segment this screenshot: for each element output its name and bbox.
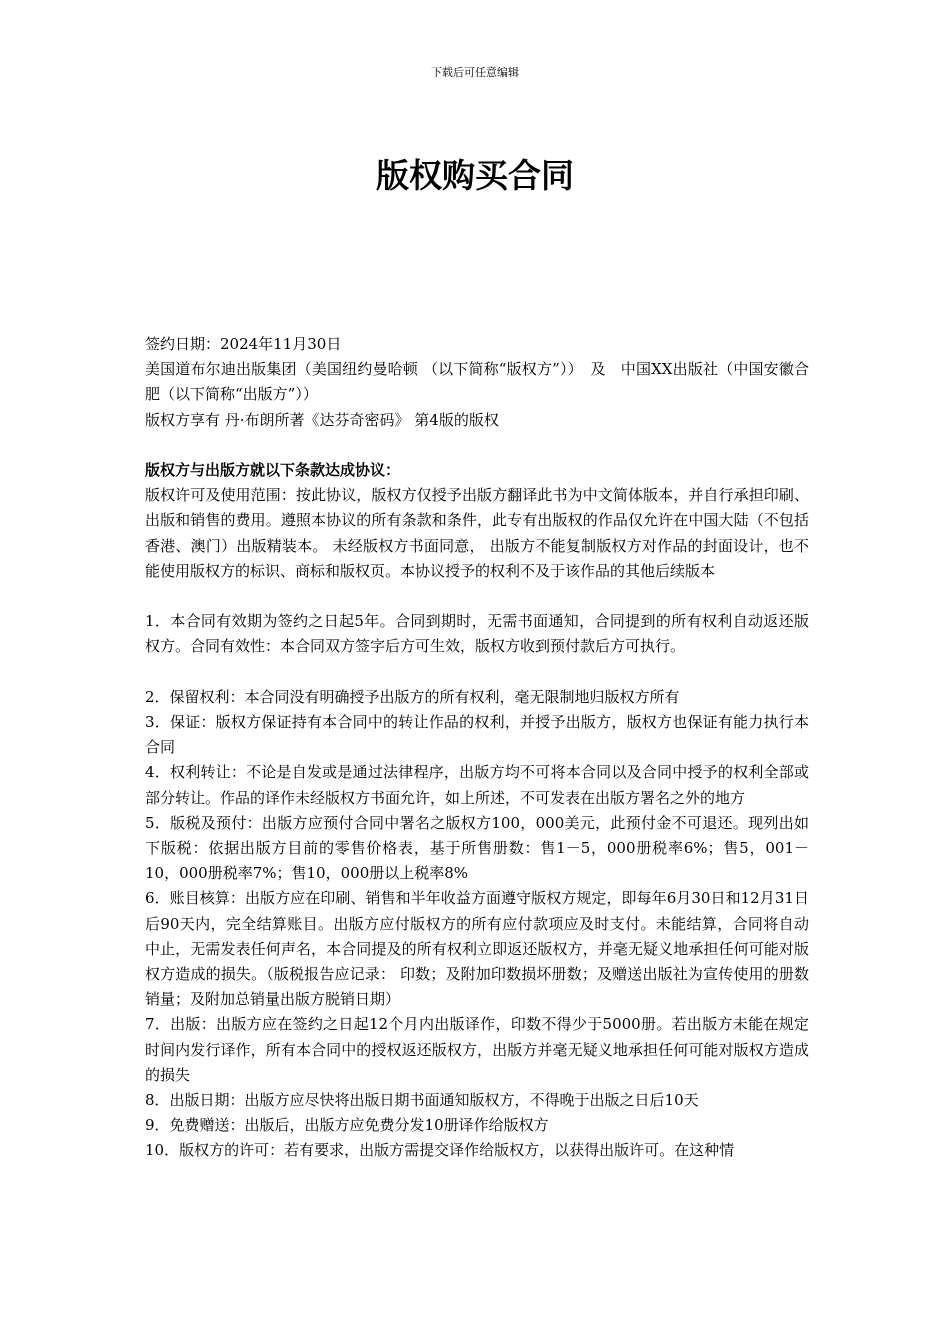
clause-term: 1．本合同有效期为签约之日起5年。合同到期时，无需书面通知，合同提到的所有权利自动返还版权方。合同有效性：本合同双方签字后方可生效，版权方收到预付款后方可执行。 [145,612,809,656]
contract-parties: 美国道布尔迪出版集团（美国纽约曼哈顿 （以下简称“版权方”）） 及 中国XX出版社（中国安徽合肥（以下简称“出版方”）） [145,360,809,404]
rights-statement: 版权方享有 丹·布朗所著《达芬奇密码》 第4版的版权 [145,410,499,429]
spacer [145,584,809,609]
agreement-heading: 版权方与出版方就以下条款达成协议： [145,461,401,479]
clause-assignment: 4．权利转让：不论是自发或是通过法律程序，出版方均不可将本合同以及合同中授予的权利全部或部分转让。作品的译作未经版权方书面允许，如上所述，不可发表在出版方署名之外的地方 [145,763,809,807]
document-title: 版权购买合同 [376,156,574,195]
clause-publication-date: 8．出版日期：出版方应尽快将出版日期书面通知版权方，不得晚于出版之日后10天 [145,1091,699,1110]
spacer [145,433,809,458]
clause-publication: 7．出版：出版方应在签约之日起12个月内出版译作，印数不得少于5000册。若出版方未能在规定时间内发行译作，所有本合同中的授权返还版权方，出版方并毫无疑义地承担任何可能对版权方造成的损失 [145,1015,809,1084]
clause-approval: 10．版权方的许可：若有要求，出版方需提交译作给版权方，以获得出版许可。在这种情 [145,1141,735,1160]
clause-accounting: 6．账目核算：出版方应在印刷、销售和半年收益方面遵守版权方规定，即每年6月30日和12月31日后90天内，完全结算账目。出版方应付版权方的所有应付款项应及时支付。未能结算，合同将自动中止，无需发表任何声名，本合同提及的所有权利立即返还版权方，并毫无疑义地承担任何可能对版权方造成的损失。（版税报告应记录： 印数；及附加印数损坏册数；及赠送出版社为宣传使用的册数 销量；及附加总销量出版方脱销日期） [145,889,809,1009]
clause-royalties: 5．版税及预付：出版方应预付合同中署名之版权方100，000美元，此预付金不可退还。现列出如下版税：依据出版方目前的零售价格表，基于所售册数：售1－5，000册税率6%；售5，001－10，000册税率7%；售10，000册以上税率8% [145,813,809,883]
spacer [145,660,809,685]
clause-warranty: 3．保证：版权方保证持有本合同中的转让作品的权利，并授予出版方，版权方也保证有能力执行本合同 [145,713,809,757]
clause-reserved-rights: 2．保留权利：本合同没有明确授予出版方的所有权利，毫无限制地归版权方所有 [145,687,680,706]
page-header-note: 下载后可任意编辑 [431,66,519,79]
clause-free-copies: 9．免费赠送：出版后，出版方应免费分发10册译作给版权方 [145,1116,549,1135]
license-scope: 版权许可及使用范围：按此协议，版权方仅授予出版方翻译此书为中文简体版本，并自行承担印刷、出版和销售的费用。遵照本协议的所有条款和条件，此专有出版权的作品仅允许在中国大陆（不包括香港、澳门）出版精装本。 未经版权方书面同意， 出版方不能复制版权方对作品的封面设计，也不能使用版权方的标识、商标和版权页。本协议授予的权利不及于该作品的其他后续版本 [145,486,809,580]
contract-body [145,332,809,1164]
signing-date: 签约日期：2024年11月30日 [145,335,342,353]
